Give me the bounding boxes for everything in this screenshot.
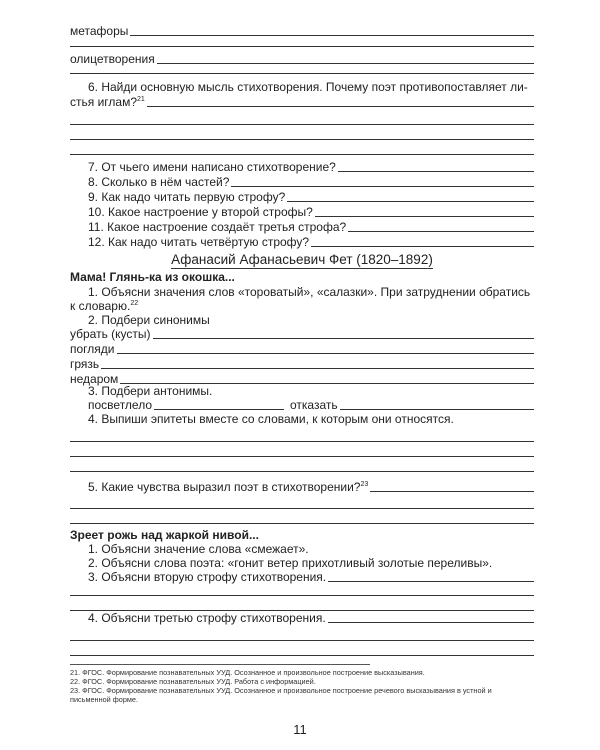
answer-line[interactable] xyxy=(130,35,534,36)
answer-line[interactable] xyxy=(70,73,534,74)
footnote-ref: 23 xyxy=(360,481,369,488)
question-9-row xyxy=(88,188,534,204)
question-6-line1: 6. Найди основную мысль стихотворения. Почему поэт противопоставляет ли- xyxy=(88,80,528,94)
question-6-row xyxy=(70,93,534,109)
answer-line[interactable] xyxy=(311,246,534,247)
personification-row xyxy=(70,50,534,66)
synonym-word: погляди xyxy=(70,342,115,356)
answer-line[interactable] xyxy=(154,409,284,410)
answer-line[interactable] xyxy=(328,622,534,623)
answer-line[interactable] xyxy=(70,655,534,656)
poem1-q3: 3. Подбери антонимы. xyxy=(88,384,213,398)
footnote-21: 21. ФГОС. Формирование познавательных УУД. Осознанное и произвольное построение высказывания. xyxy=(70,668,425,677)
poem2-title: Зреет рожь над жаркой нивой... xyxy=(70,528,259,542)
question-10-row xyxy=(88,203,534,219)
metaphors-row xyxy=(70,22,534,38)
footnote-divider xyxy=(70,664,370,665)
question-12: 12. Как надо читать четвёртую строфу? xyxy=(88,235,310,249)
answer-line[interactable] xyxy=(70,456,534,457)
poem1-title: Мама! Глянь-ка из окошка... xyxy=(70,270,235,284)
poem1-q4: 4. Выпиши эпитеты вместе со словами, к которым они относятся. xyxy=(88,412,454,426)
answer-line[interactable] xyxy=(101,368,534,369)
author-heading: Афанасий Афанасьевич Фет (1820–1892) xyxy=(171,252,433,267)
question-9: 9. Как надо читать первую строфу? xyxy=(88,190,286,204)
answer-line[interactable] xyxy=(370,491,534,492)
answer-line[interactable] xyxy=(157,63,534,64)
answer-line[interactable] xyxy=(340,409,534,410)
answer-line[interactable] xyxy=(70,595,534,596)
answer-line[interactable] xyxy=(117,353,535,354)
antonym-word: отказать xyxy=(290,398,338,412)
poem2-q4: 4. Объясни третью строфу стихотворения. xyxy=(88,611,326,625)
poem1-q1-line1: 1. Объясни значения слов «тороватый», «салазки». При затруднении обратись xyxy=(88,285,531,299)
question-8-row xyxy=(88,173,534,189)
answer-line[interactable] xyxy=(315,216,534,217)
answer-line[interactable] xyxy=(328,581,534,582)
answer-line[interactable] xyxy=(287,201,534,202)
page-number: 11 xyxy=(293,722,307,737)
question-7: 7. От чьего имени написано стихотворение? xyxy=(88,160,336,174)
question-6-line2: стья иглам?$^{21}$ xyxy=(70,95,145,109)
poem1-q1-line2: к словарю.$^{22}$ xyxy=(70,299,139,313)
question-10: 10. Какое настроение у второй строфы? xyxy=(88,205,313,219)
poem1-q2: 2. Подбери синонимы xyxy=(88,313,210,327)
synonym-row xyxy=(70,325,534,341)
poem2-q1: 1. Объясни значение слова «смежает». xyxy=(88,542,309,556)
answer-line[interactable] xyxy=(70,508,534,509)
answer-line[interactable] xyxy=(70,154,534,155)
synonym-word: грязь xyxy=(70,357,100,371)
synonym-word: недаром xyxy=(70,372,119,386)
question-7-row xyxy=(88,158,534,174)
synonym-row xyxy=(70,340,534,356)
answer-line[interactable] xyxy=(70,46,534,47)
poem1-q5-row xyxy=(88,478,534,494)
answer-line[interactable] xyxy=(70,139,534,140)
footnote-ref: 22 xyxy=(130,300,139,307)
poem2-q2: 2. Объясни слова поэта: «гонит ветер прихотливый золотые переливы». xyxy=(88,556,493,570)
personification-label: олицетворения xyxy=(70,52,155,66)
poem1-q5: 5. Какие чувства выразил поэт в стихотворении?$^{23}$ xyxy=(88,480,369,494)
answer-line[interactable] xyxy=(70,124,534,125)
metaphors-label: метафоры xyxy=(70,24,129,38)
answer-line[interactable] xyxy=(338,171,534,172)
synonym-word: убрать (кусты) xyxy=(70,327,151,341)
answer-line[interactable] xyxy=(70,640,534,641)
footnote-22: 22. ФГОС. Формирование познавательных УУД. Работа с информацией. xyxy=(70,677,316,686)
answer-line[interactable] xyxy=(231,186,534,187)
footnote-ref: 21 xyxy=(137,96,145,103)
synonym-row xyxy=(70,355,534,371)
poem2-q3-row xyxy=(88,568,534,584)
poem2-q4-row xyxy=(88,609,534,625)
answer-line[interactable] xyxy=(147,106,534,107)
footnote-23: 23. ФГОС. Формирование познавательных УУД. Осознанное и произвольное построение речевого высказывания в устной и письменной форме. xyxy=(70,686,492,704)
answer-line[interactable] xyxy=(348,231,534,232)
question-11-row xyxy=(88,218,534,234)
question-12-row xyxy=(88,233,534,249)
antonym-row xyxy=(88,396,534,412)
antonym-word: посветлело xyxy=(88,398,153,412)
answer-line[interactable] xyxy=(153,338,534,339)
answer-line[interactable] xyxy=(70,523,534,524)
answer-line[interactable] xyxy=(70,471,534,472)
question-8: 8. Сколько в нём частей? xyxy=(88,175,230,189)
poem2-q3: 3. Объясни вторую строфу стихотворения. xyxy=(88,570,327,584)
answer-line[interactable] xyxy=(70,441,534,442)
question-11: 11. Какое настроение создаёт третья строфа? xyxy=(88,220,347,234)
